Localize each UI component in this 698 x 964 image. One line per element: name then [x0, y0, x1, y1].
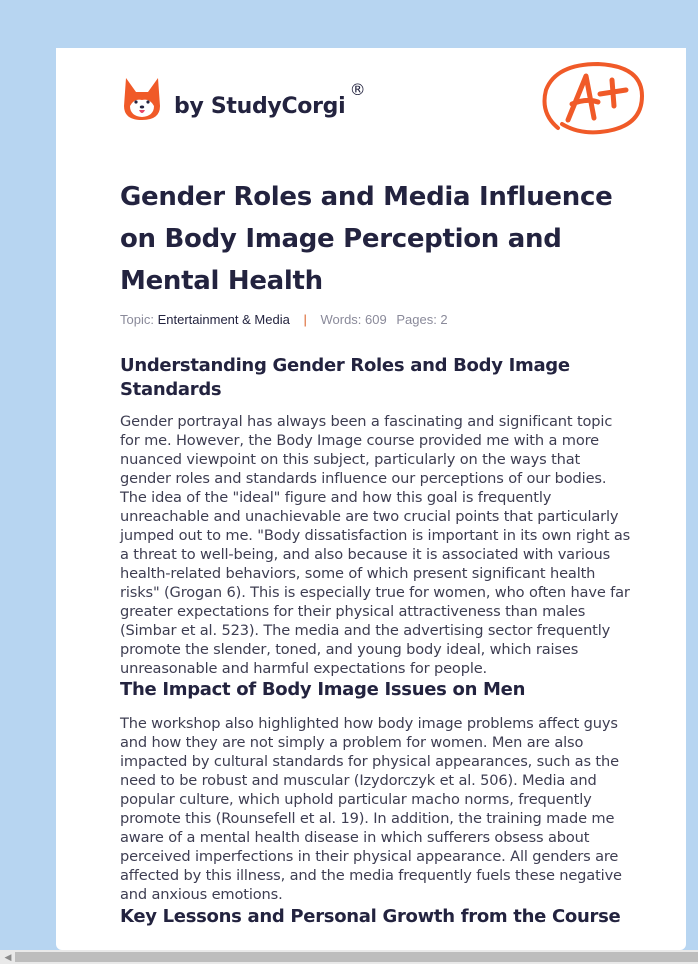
scroll-left-arrow-icon[interactable]: ◀ — [4, 952, 12, 962]
section-paragraph: Gender portrayal has always been a fascinating and significant topic for me. However, the Body Image course provided me with a more nuanced viewpoint on this subject, particularly on the ways that gender roles and standards influence our perceptions of our bodies. The idea of the "ideal" figure and how this goal is frequently unreachable and unachievable are two crucial points that particularly jumped out to me. "Body dissatisfaction is important in its own right as a threat to well-being, and also because it is associated with various health-related behaviors, some of which present significant health risks" (Grogan 6). This is especially true for women, who often have far greater expectations for their physical attractiveness than males (Simbar et al. 523). The media and the advertising sector frequently promote the slender, toned, and young body ideal, which raises unreasonable and harmful expectations for people. — [120, 413, 631, 677]
registered-mark: ® — [349, 79, 366, 99]
topic-link[interactable]: Entertainment & Media — [157, 312, 290, 327]
page-count: Pages: 2 — [396, 312, 448, 327]
essay-title: Gender Roles and Media Influence on Body Image Perception and Mental Health — [120, 182, 613, 296]
topic-label: Topic: — [120, 312, 154, 327]
scrollbar-thumb[interactable] — [15, 952, 698, 962]
section-heading: Key Lessons and Personal Growth from the Course — [120, 906, 621, 927]
word-count: Words: 609 — [320, 312, 387, 327]
horizontal-scrollbar[interactable] — [0, 950, 698, 964]
a-plus-grade-icon — [538, 58, 648, 140]
essay-meta — [120, 312, 448, 327]
section-paragraph: The workshop also highlighted how body image problems affect guys and how they are not simply a problem for women. Men are also impacted by cultural standards for physical appearances, such as the need to be robust and muscular (Izydorczyk et al. 506). Media and popular culture, which uphold particular macho norms, frequently promote this (Rounsefell et al. 19). In addition, the training made me aware of a mental health disease in which sufferers obsess about perceived imperfections in their physical appearance. All genders are affected by this illness, and the media frequently fuels these negative and anxious emotions. — [120, 715, 622, 903]
corgi-logo-icon — [122, 76, 162, 122]
essay-card — [56, 48, 686, 950]
section-heading: Understanding Gender Roles and Body Image Standards — [120, 355, 570, 400]
section-heading: The Impact of Body Image Issues on Men — [120, 679, 526, 700]
essay-content — [120, 354, 635, 929]
brand-name: by StudyCorgi ® — [174, 79, 366, 119]
studycorgi-logo[interactable] — [122, 76, 366, 122]
meta-separator: | — [303, 312, 307, 327]
